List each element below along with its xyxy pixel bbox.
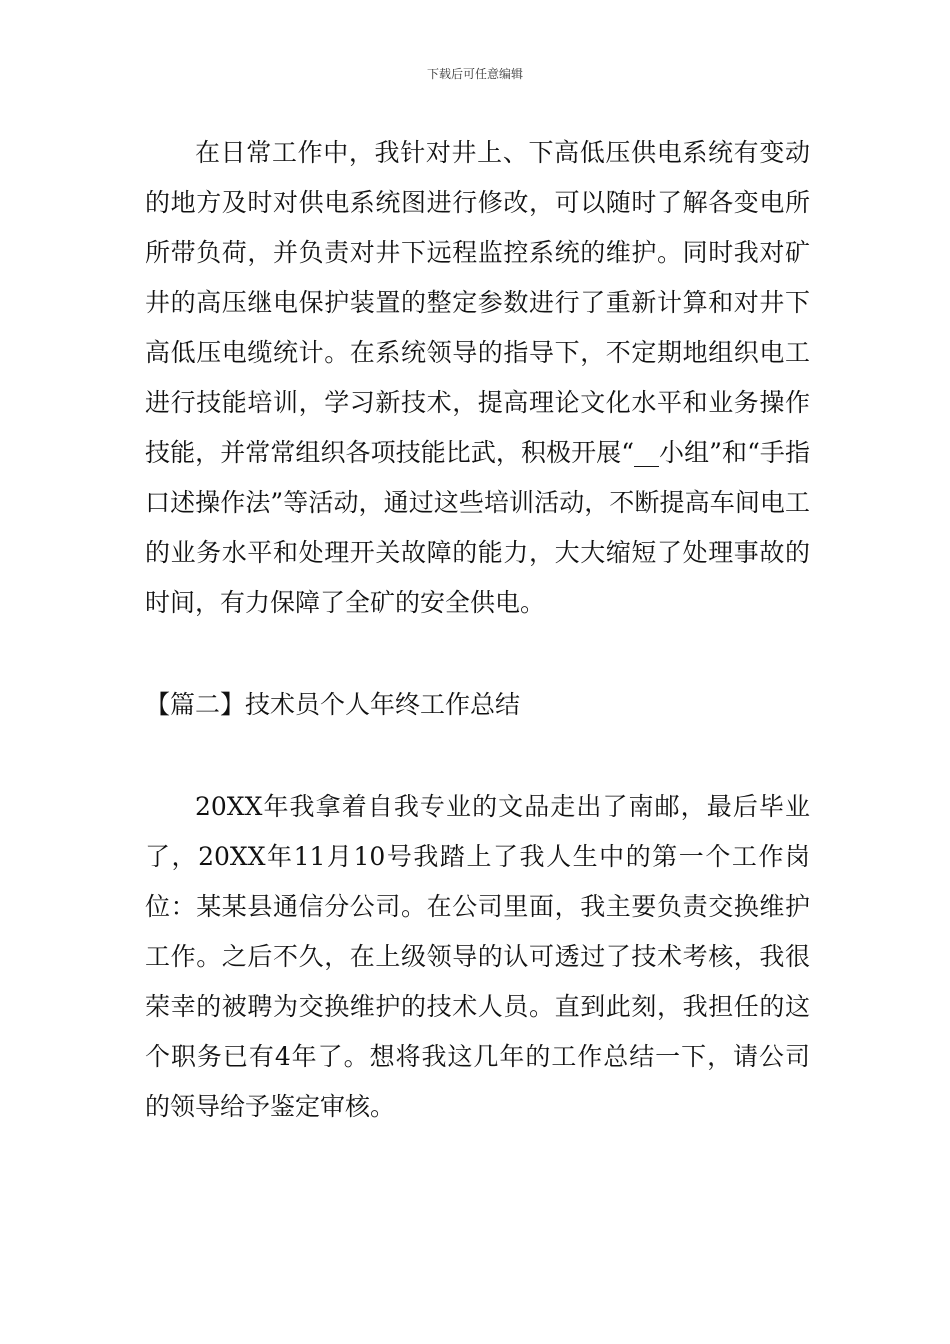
paragraph-power-supply: 在日常工作中，我针对井上、下高低压供电系统有变动的地方及时对供电系统图进行修改，可以随时了解各变电所所带负荷，并负责对井下远程监控系统的维护。同时我对矿井的高压继电保护装置的整定参数进行了重新计算和对井下高低压电缆统计。在系统领导的指导下，不定期地组织电工进行技能培训，学习新技术，提高理论文化水平和业务操作技能，并常常组织各项技能比武，积极开展“__小组”和“手指口述操作法”等活动，通过这些培训活动，不断提高车间电工的业务水平和处理开关故障的能力，大大缩短了处理事故的时间，有力保障了全矿的安全供电。	[145, 138, 810, 617]
document-body	[145, 128, 810, 1132]
page-header: 下载后可任意编辑	[426, 67, 523, 81]
section-heading: 【篇二】技术员个人年终工作总结	[145, 690, 521, 719]
paragraph-technician-summary: 20XX年我拿着自我专业的文品走出了南邮，最后毕业了，20XX年11月10号我踏上了我人生中的第一个工作岗位：某某县通信分公司。在公司里面，我主要负责交换维护工作。之后不久，在上级领导的认可透过了技术考核，我很荣幸的被聘为交换维护的技术人员。直到此刻，我担任的这个职务已有4年了。想将我这几年的工作总结一下，请公司的领导给予鉴定审核。	[145, 792, 810, 1121]
